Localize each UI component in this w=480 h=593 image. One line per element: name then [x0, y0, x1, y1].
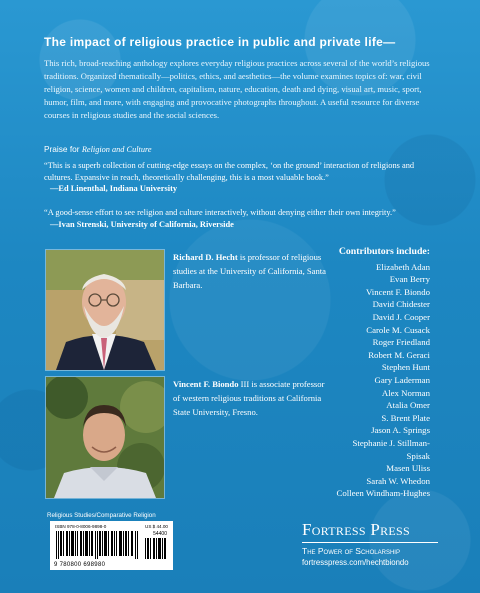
- contributor-name: Robert M. Geraci: [368, 349, 430, 360]
- contributor-name: Elizabeth Adan: [376, 261, 430, 272]
- quote-attribution: —Ivan Strenski, University of California, Riverside: [50, 219, 234, 229]
- contributor-name: Masen Uliss: [386, 463, 430, 474]
- subject-category: Religious Studies/Comparative Religion: [47, 512, 156, 519]
- contributor-name: Vincent F. Biondo: [365, 286, 430, 297]
- contributor-name: Jason A. Springs: [371, 425, 430, 436]
- review-quote: [44, 160, 444, 195]
- author-bio-text: is associate professor of western religious traditions at California State University, Fresno.: [173, 379, 325, 417]
- author-name: Richard D. Hecht: [173, 252, 238, 262]
- isbn-number: ISBN 978-0-8006-9898-0: [55, 524, 107, 529]
- contributor-name: Colleen Windham-Hughes: [336, 488, 430, 499]
- contributor-name: Evan Berry: [389, 274, 430, 285]
- author-photo-hecht: [45, 249, 165, 371]
- quote-text: “A good-sense effort to see religion and culture interactively, without denying either their own integrity.”: [44, 208, 396, 217]
- publisher-divider: [302, 542, 438, 543]
- praise-heading-prefix: Praise for: [44, 144, 80, 154]
- contributor-name: David J. Cooper: [372, 311, 430, 322]
- contributors-heading: Contributors include:: [338, 246, 430, 257]
- review-quote: [44, 207, 444, 230]
- contributor-name: Gary Laderman: [374, 374, 430, 385]
- praise-heading-title: Religion and Culture: [81, 145, 152, 154]
- contributor-name: Stephanie J. Stillman-Spisak: [352, 437, 430, 461]
- price-label: US $ 44.00: [145, 524, 168, 529]
- contributor-name: Alex Norman: [381, 387, 430, 398]
- author-bio-text: is professor of religious studies at the University of California, Santa Barbara.: [173, 252, 326, 290]
- publisher-block: [302, 520, 442, 567]
- contributor-name: Stephen Hunt: [381, 362, 430, 373]
- quote-attribution: —Ed Linenthal, Indiana University: [50, 184, 178, 193]
- barcode-digits: 9 780800 698980: [54, 562, 106, 568]
- barcode-icon: [56, 531, 142, 559]
- barcode-box: [50, 521, 173, 570]
- contributor-name: Carole M. Cusack: [366, 324, 430, 335]
- price-barcode-icon: [145, 538, 167, 559]
- publisher-url: fortresspress.com/hechtbiondo: [302, 558, 409, 567]
- author-name: Vincent F. Biondo: [173, 379, 239, 389]
- contributor-name: Atalia Omer: [386, 400, 430, 411]
- book-description: This rich, broad-reaching anthology explores everyday religious practices across several of the world’s religious traditions. Organized thematically—politics, ethics, and aesthetics—the volume examines topics of: war, civil religion, science, women and children, capitalism, nature, education, death and dying, visual art, music, sport, humor, film, and more, with engaging and provocative photographs throughout. A useful resource for diverse courses in religious studies and the social sciences.: [44, 58, 430, 120]
- author-photo-biondo: [45, 376, 165, 499]
- quote-text: “This is a superb collection of cutting-edge essays on the complex, ‘on the ground’ interaction of religions and cultures. Expansive in reach, theoretically challenging, this is a most valuable book.”: [44, 161, 415, 182]
- contributor-name: David Chidester: [372, 299, 430, 310]
- contributor-name: Sarah W. Whedon: [366, 475, 430, 486]
- publisher-tagline: The Power of Scholarship: [302, 546, 400, 556]
- author-name-suffix: III: [238, 379, 250, 389]
- publisher-name: Fortress Press: [302, 520, 411, 539]
- contributor-name: Roger Friedland: [372, 337, 430, 348]
- praise-heading: [44, 144, 152, 154]
- contributor-name: S. Brent Plate: [381, 412, 430, 423]
- author-bio: [173, 250, 333, 292]
- contributors-list: [330, 246, 430, 500]
- author-bio: [173, 377, 333, 419]
- price-code: 54400: [153, 531, 167, 537]
- headline: The impact of religious practice in public and private life—: [44, 35, 396, 49]
